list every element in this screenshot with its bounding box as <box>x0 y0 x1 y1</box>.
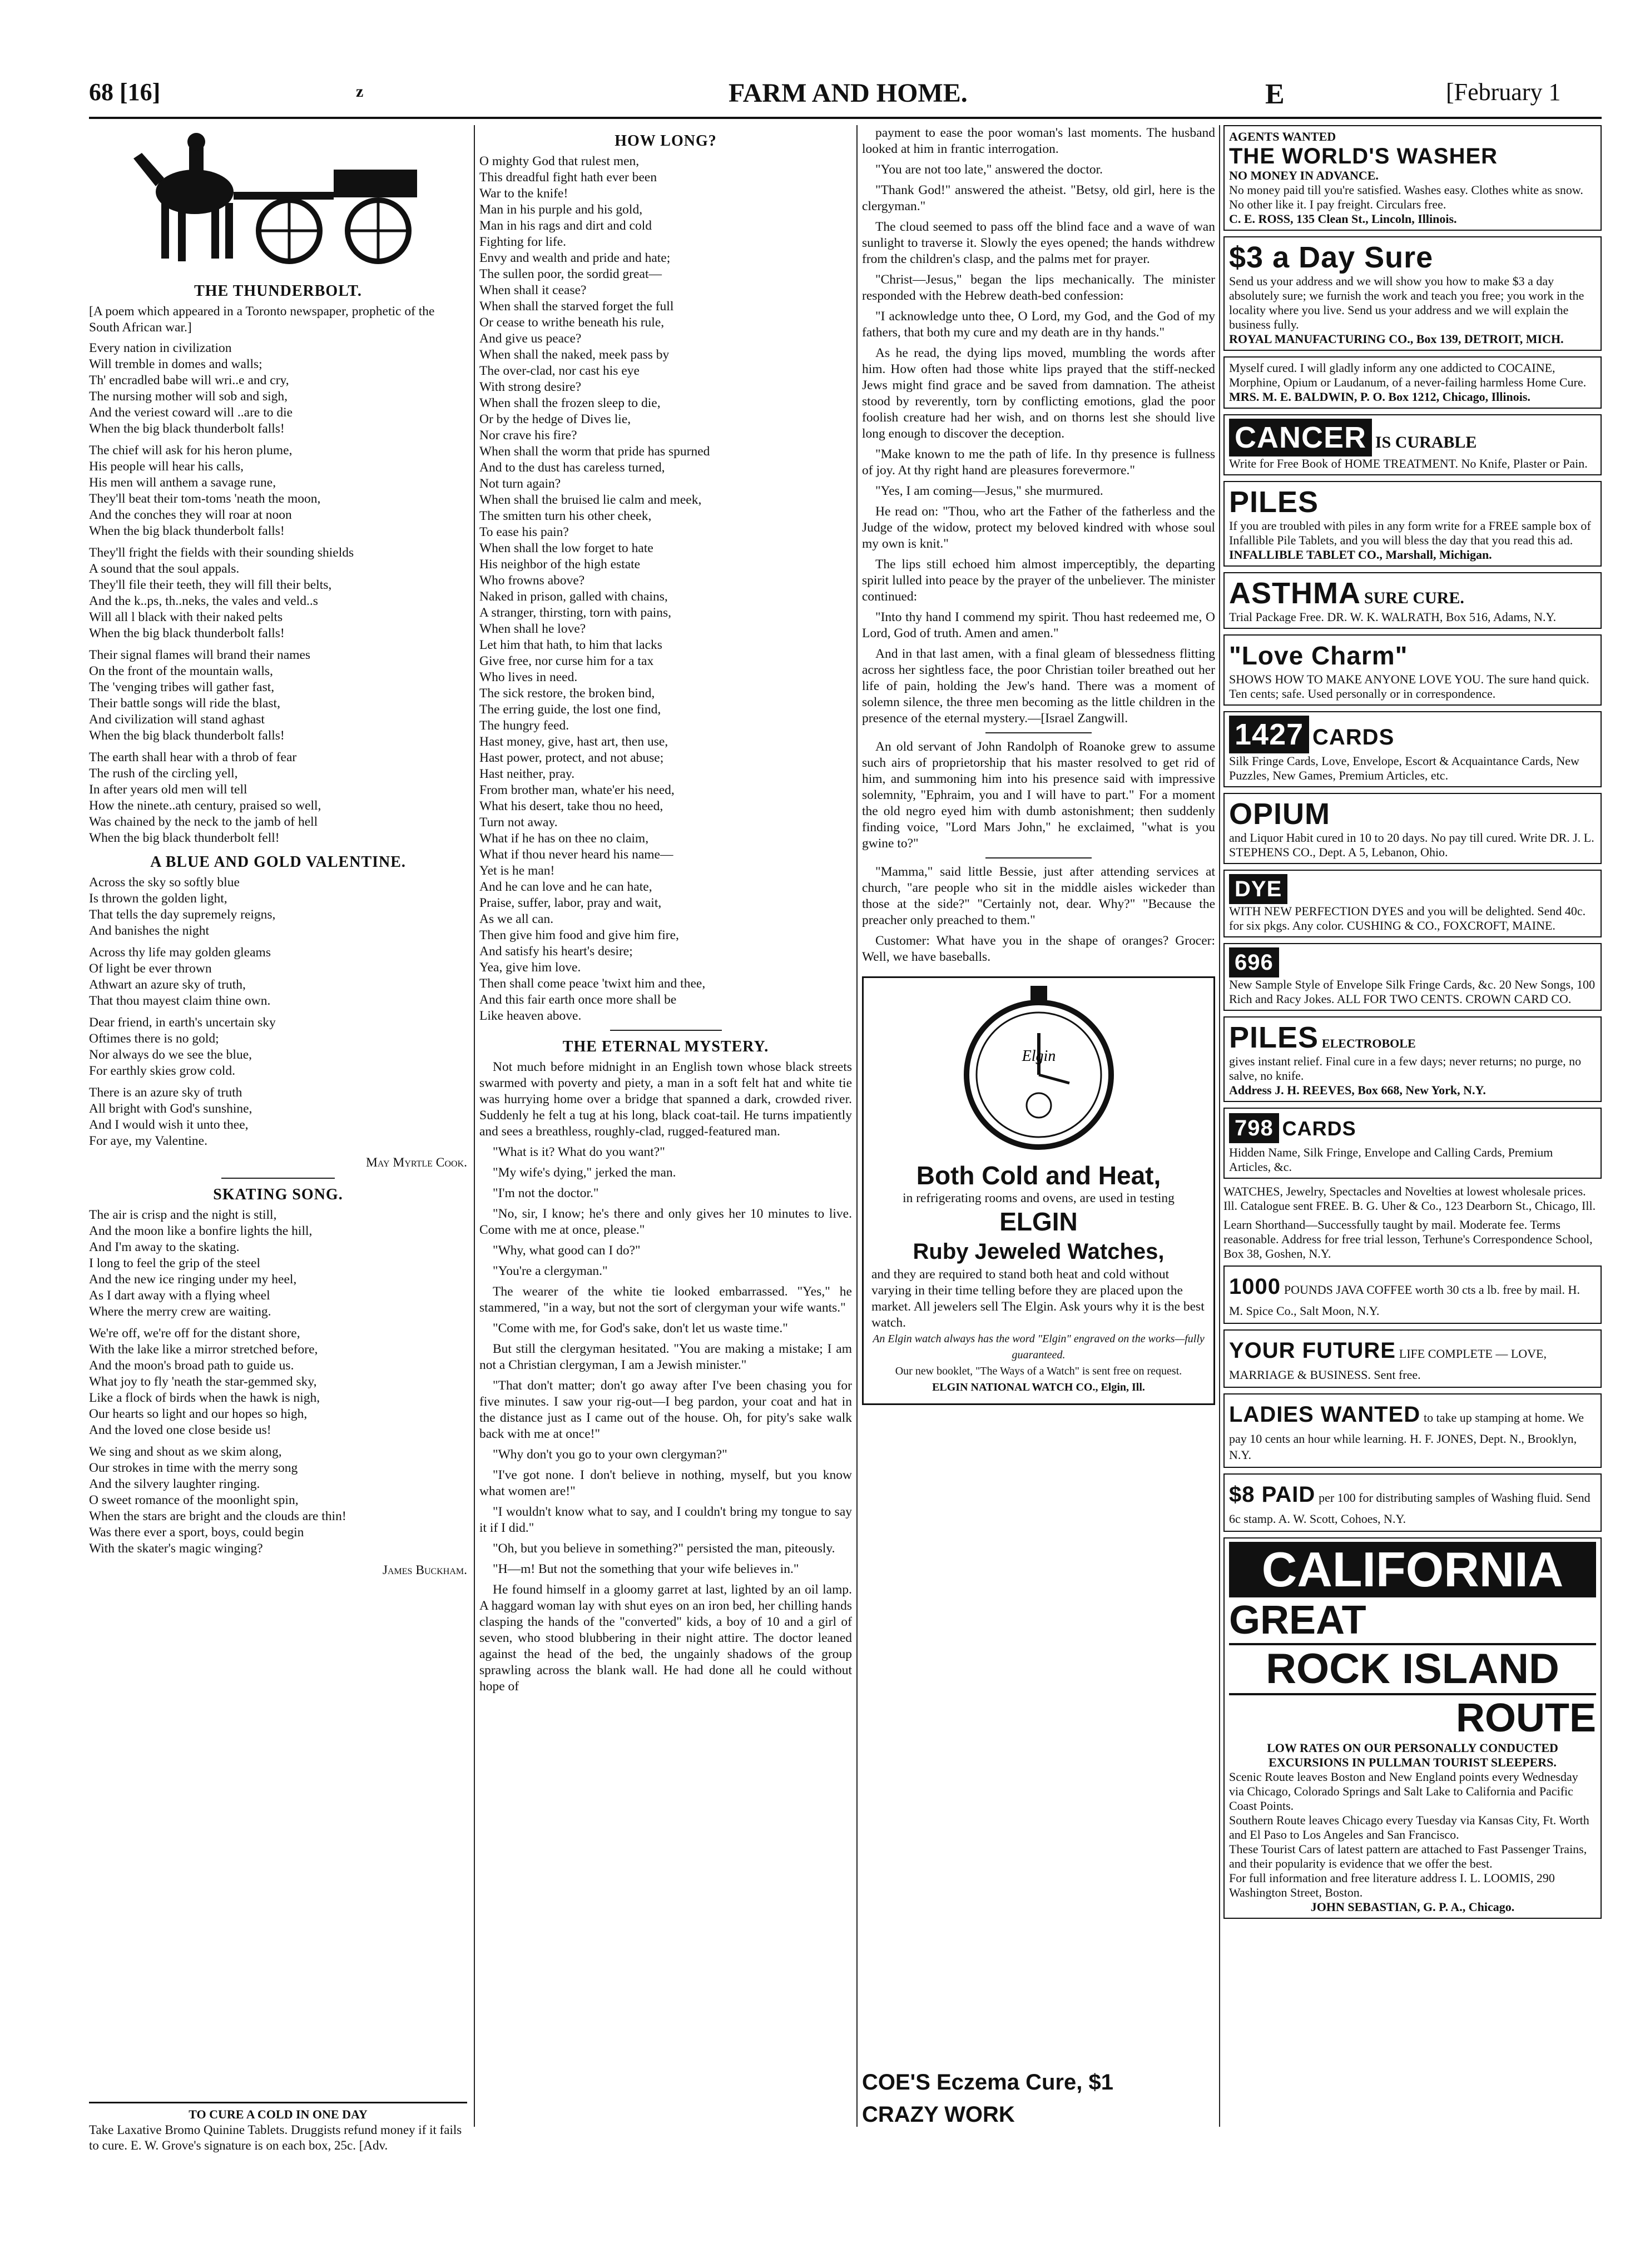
elgin-line: in refrigerating rooms and ovens, are used in testing <box>903 1191 1175 1205</box>
poem-line: The earth shall hear with a throb of fear <box>89 750 297 765</box>
poem-line: The sullen poor, the sordid great— <box>479 267 662 281</box>
rock-island-scenic: Scenic Route leaves Boston and New England points every Wednesday via Chicago, Colorado Springs and Salt Lake to California and Pacific Coast Points. <box>1229 1770 1578 1813</box>
rock-island-sub: LOW RATES ON OUR PERSONALLY CONDUCTED EXCURSIONS IN PULLMAN TOURIST SLEEPERS. <box>1267 1741 1558 1769</box>
opium-habit-ad <box>1223 793 1602 864</box>
piles-body: If you are troubled with piles in any form write for a FREE sample box of Infallible Pile Tablets, and you will bless the day that you read this ad. <box>1229 519 1591 547</box>
poem-line: On the front of the mountain walls, <box>89 664 273 678</box>
poem-line: The 'venging tribes will gather fast, <box>89 680 275 694</box>
electrobole-tag: ELECTROBOLE <box>1321 1036 1416 1050</box>
masthead <box>89 78 1602 117</box>
electrobole-signature: Address J. H. REEVES, Box 668, New York, N.Y. <box>1229 1083 1486 1097</box>
poem-line: Nor always do we see the blue, <box>89 1048 252 1062</box>
column-1 <box>89 125 467 2127</box>
masthead-mark-left: z <box>356 82 364 101</box>
poem-line: The air is crisp and the night is still, <box>89 1208 277 1222</box>
poem-line: Who frowns above? <box>479 573 585 588</box>
cold-cure-ad <box>89 2102 467 2153</box>
stanza <box>89 545 467 642</box>
coes-cure-ad: COE'S Eczema Cure, $1 <box>862 2070 1113 2095</box>
poem-line: All bright with God's sunshine, <box>89 1101 252 1116</box>
poem-line: And the loved one close beside us! <box>89 1423 271 1437</box>
column-divider <box>1219 125 1220 2127</box>
poem-line: O sweet romance of the moonlight spin, <box>89 1493 299 1507</box>
thunderbolt-poem <box>89 304 467 846</box>
poem-line: I long to feel the grip of the steel <box>89 1256 261 1271</box>
eight-paid-ad <box>1223 1473 1602 1532</box>
poem-line: We sing and shout as we skim along, <box>89 1445 282 1459</box>
how-long-title: HOW LONG? <box>615 132 717 150</box>
poem-line: Naked in prison, galled with chains, <box>479 589 668 604</box>
opium-habit-body: and Liquor Habit cured in 10 to 20 days. No pay till cured. Write DR. J. L. STEPHENS CO., Dept. A 5, Lebanon, Ohio. <box>1229 831 1594 859</box>
mamma-anecdote <box>862 864 1215 929</box>
poem-line: Athwart an azure sky of truth, <box>89 977 246 992</box>
cards-798-ad <box>1223 1108 1602 1179</box>
opium-cure-body: Myself cured. I will gladly inform any one addicted to COCAINE, Morphine, Opium or Laudanum, of a never-failing harmless Home Cure. <box>1229 361 1587 389</box>
stanza <box>89 945 467 1009</box>
poem-line: Yet is he man! <box>479 863 555 878</box>
rock-island-headline: ROCK ISLAND <box>1229 1643 1596 1695</box>
three-dollar-ad <box>1223 236 1602 351</box>
poem-line: Like a flock of birds when the hawk is nigh, <box>89 1391 320 1405</box>
stanza <box>89 875 467 939</box>
poem-line: And civilization will stand aghast <box>89 712 265 727</box>
cancer-ad <box>1223 414 1602 475</box>
story-paragraph: He found himself in a gloomy garret at last, lighted by an oil lamp. A haggard woman lay with shut eyes on an iron bed, her chilling hands clasping the hands of the "converted" kids, a boy of 10 and a girl of seven, who stood blubbering in their night attire. The doctor leaned against the head of the bed, the ungainly shadows of the group sprawling across the blank wall. He had done all he could without hope of <box>479 1582 852 1694</box>
poem-line: Across the sky so softly blue <box>89 875 240 890</box>
poem-line: We're off, we're off for the distant shore, <box>89 1326 300 1341</box>
love-charm-ad <box>1223 634 1602 706</box>
story-paragraph: Not much before midnight in an English town whose black streets swarmed with poverty and piety, a man in a soft felt hat and white tie was hurrying home over a bridge that spanned a dark, crowded river. Suddenly he felt a tug at his long, black coat-tail. He turns impatiently and sees a breathless, roughly-clad, rugged-featured man. <box>479 1060 852 1139</box>
poem-line: Man in his purple and his gold, <box>479 202 643 217</box>
horse-cannon-illustration <box>122 125 434 275</box>
poem-line: When shall the bruised lie calm and meek, <box>479 493 702 507</box>
poem-line: There is an azure sky of truth <box>89 1085 242 1100</box>
skating-title: SKATING SONG. <box>213 1186 343 1203</box>
poem-line: Or cease to writhe beneath his rule, <box>479 315 665 330</box>
washer-tag: AGENTS WANTED <box>1229 130 1336 143</box>
poem-line: To ease his pain? <box>479 525 569 539</box>
cold-cure-body: Take Laxative Bromo Quinine Tablets. Druggists refund money if it fails to cure. E. W. Grove's signature is on each box, 25c. [Adv. <box>89 2123 462 2152</box>
poem-line: And the new ice ringing under my heel, <box>89 1272 297 1287</box>
poem-line: Th' encradled babe will wri..e and cry, <box>89 373 289 388</box>
poem-line: Then shall come peace 'twixt him and thee, <box>479 976 706 991</box>
newspaper-title: FARM AND HOME. <box>729 78 968 108</box>
rock-island-southern: Southern Route leaves Chicago every Tuesday via Kansas City, Ft. Worth and El Paso to Los Angeles and San Francisco. <box>1229 1813 1589 1842</box>
valentine-poem <box>89 875 467 1171</box>
dye-ad <box>1223 870 1602 937</box>
opium-cure-signature: MRS. M. E. BALDWIN, P. O. Box 1212, Chicago, Illinois. <box>1229 390 1530 404</box>
bottom-ads <box>862 2068 1215 2133</box>
story-paragraph: "H—m! But not the something that your wife believes in." <box>493 1562 799 1576</box>
your-future-body: LIFE COMPLETE — LOVE, MARRIAGE & BUSINESS. Sent free. <box>1229 1347 1547 1382</box>
poem-line: Then give him food and give him fire, <box>479 928 679 942</box>
piles-headline: PILES <box>1229 485 1319 519</box>
cancer-body: Write for Free Book of HOME TREATMENT. No Knife, Plaster or Pain. <box>1229 456 1588 470</box>
story-paragraph: "You're a clergyman." <box>493 1264 608 1278</box>
poem-line: The sick restore, the broken bind, <box>479 686 655 701</box>
watch-brand-text: Elgin <box>1022 1048 1056 1065</box>
pocket-watch-illustration <box>955 986 1122 1153</box>
masthead-rule <box>89 117 1602 119</box>
poem-line: Hast neither, pray. <box>479 767 575 781</box>
rock-island-info: For full information and free literature address I. L. LOOMIS, 290 Washington Street, Boston. <box>1229 1871 1555 1899</box>
story-paragraph: "Oh, but you believe in something?" persisted the man, piteously. <box>493 1541 835 1556</box>
asthma-tag: SURE CURE. <box>1364 589 1464 607</box>
washer-headline: THE WORLD'S WASHER <box>1229 144 1498 168</box>
poem-line: Or by the hedge of Dives lie, <box>479 412 631 426</box>
section-divider <box>985 732 1092 733</box>
poem-line: With the lake like a mirror stretched before, <box>89 1342 318 1357</box>
story-paragraph: "My wife's dying," jerked the man. <box>493 1165 676 1180</box>
washer-signature: C. E. ROSS, 135 Clean St., Lincoln, Illinois. <box>1229 212 1457 226</box>
poem-line: When the big black thunderbolt fell! <box>89 831 280 845</box>
randolph-anecdote <box>862 739 1215 852</box>
elgin-brand: ELGIN <box>999 1207 1078 1236</box>
poem-line: When shall the frozen sleep to die, <box>479 396 661 410</box>
poem-line: And the veriest coward will ..are to die <box>89 405 293 420</box>
story-paragraph: "Thank God!" answered the atheist. "Betsy, old girl, here is the clergyman." <box>862 183 1215 214</box>
poem-line: Is thrown the golden light, <box>89 891 227 906</box>
poem-line: The nursing mother will sob and sigh, <box>89 389 288 404</box>
elgin-booklet: Our new booklet, "The Ways of a Watch" is sent free on request. <box>895 1365 1182 1377</box>
poem-line: A sound that the soul appals. <box>89 562 240 576</box>
elgin-company: ELGIN NATIONAL WATCH CO., Elgin, Ill. <box>932 1381 1145 1393</box>
poem-line: Nor crave his fire? <box>479 428 577 443</box>
valentine-author: May Myrtle Cook. <box>366 1155 467 1170</box>
poem-line: The over-clad, nor cast his eye <box>479 364 640 378</box>
poem-line: When the big black thunderbolt falls! <box>89 626 285 641</box>
elgin-watch-ad <box>862 976 1215 1405</box>
electrobole-ad <box>1223 1016 1602 1102</box>
poem-line: They'll beat their tom-toms 'neath the moon, <box>89 492 321 506</box>
poem-line: Give free, nor curse him for a tax <box>479 654 654 668</box>
poem-line: Hast power, protect, and not abuse; <box>479 751 664 765</box>
story-paragraph: The cloud seemed to pass off the blind face and a wave of wan sunlight to traverse it. Slowly the eyes opened; the hands withdrew from the children's clasp, and the palms met for prayer. <box>862 220 1215 266</box>
story-paragraph: "You are not too late," answered the doctor. <box>875 162 1103 177</box>
washer-ad <box>1223 125 1602 231</box>
poem-line: In after years old men will tell <box>89 782 247 797</box>
poem-line: The chief will ask for his heron plume, <box>89 443 293 458</box>
poem-line: What his desert, take thou no heed, <box>479 799 663 813</box>
story-paragraph: But still the clergyman hesitated. "You are making a mistake; I am not a Christian clergyman, I am a Jewish minister." <box>479 1342 852 1372</box>
poem-line: What if thou never heard his name— <box>479 847 673 862</box>
story-paragraph: "Yes, I am coming—Jesus," she murmured. <box>875 484 1103 498</box>
poem-line: And he can love and he can hate, <box>479 880 652 894</box>
eight-paid-body: per 100 for distributing samples of Washing fluid. Send 6c stamp. A. W. Scott, Cohoes, N.Y. <box>1229 1491 1591 1526</box>
poem-line: Hast money, give, hast art, then use, <box>479 735 668 749</box>
story-paragraph: "I acknowledge unto thee, O Lord, my God, and the God of my fathers, that both my cure and my death are in thy hands." <box>862 309 1215 340</box>
poem-line: Like heaven above. <box>479 1009 582 1023</box>
eight-paid-headline: $8 PAID <box>1229 1482 1316 1507</box>
three-dollar-signature: ROYAL MANUFACTURING CO., Box 139, DETROIT, MICH. <box>1229 332 1564 346</box>
poem-line: O mighty God that rulest men, <box>479 154 640 168</box>
love-charm-body: SHOWS HOW TO MAKE ANYONE LOVE YOU. The sure hand quick. Ten cents; safe. Used personally or in correspondence. <box>1229 672 1589 701</box>
poem-line: And the silvery laughter ringing. <box>89 1477 260 1491</box>
story-paragraph: "I wouldn't know what to say, and I couldn't bring my tongue to say it if I did." <box>479 1505 852 1535</box>
column-2 <box>479 125 852 2127</box>
story-paragraph: "Into thy hand I commend my spirit. Thou hast redeemed me, O Lord, God of truth. Amen and amen." <box>862 610 1215 641</box>
rock-island-signature: JOHN SEBASTIAN, G. P. A., Chicago. <box>1310 1900 1515 1914</box>
section-divider <box>985 857 1092 858</box>
stanza <box>89 750 467 846</box>
skating-author: James Buckham. <box>382 1563 467 1577</box>
poem-line: And this fair earth once more shall be <box>479 992 677 1007</box>
eternal-mystery-title: THE ETERNAL MYSTERY. <box>562 1038 769 1055</box>
story-paragraph: "I've got none. I don't believe in nothing, myself, but you know what women are!" <box>479 1468 852 1498</box>
poem-line: Fighting for life. <box>479 235 566 249</box>
stanza <box>89 1015 467 1079</box>
shorthand-ad: Learn Shorthand—Successfully taught by mail. Moderate fee. Terms reasonable. Address for free trial lesson, Terhune's Correspondence School, Box 38, Goshen, N.Y. <box>1223 1218 1593 1260</box>
route-headline: ROUTE <box>1456 1696 1596 1740</box>
poem-line: They'll file their teeth, they will fill their belts, <box>89 578 332 592</box>
poem-line: Will tremble in domes and walls; <box>89 357 262 371</box>
love-charm-headline: "Love Charm" <box>1229 641 1408 670</box>
rock-island-ad <box>1223 1537 1602 1919</box>
section-divider <box>610 1030 722 1031</box>
cards-798-tag: CARDS <box>1282 1117 1356 1140</box>
poem-line: And to the dust has careless turned, <box>479 460 665 475</box>
story-paragraph: "That don't matter; don't go away after I've been chasing you for five minutes. I saw your rig-out—I beg pardon, your coat and hat in the distance just as I came out of the house. Oh, for pity's sake walk back with me at once!" <box>479 1378 852 1441</box>
stanza <box>89 647 467 744</box>
poem-line: And banishes the night <box>89 924 210 938</box>
poem-line: Praise, suffer, labor, pray and wait, <box>479 896 662 910</box>
rock-island-cars: These Tourist Cars of latest pattern are attached to Fast Passenger Trains, and their popularity is evidence that we offer the best. <box>1229 1842 1587 1870</box>
poem-line: What joy to fly 'neath the star-gemmed sky, <box>89 1374 317 1389</box>
poem-line: With strong desire? <box>479 380 582 394</box>
poem-line: How the ninete..ath century, praised so well, <box>89 798 321 813</box>
stanza <box>89 1444 467 1557</box>
poem-line: That thou mayest claim thine own. <box>89 994 271 1008</box>
poem-line: That tells the day supremely reigns, <box>89 907 276 922</box>
poem-line: And give us peace? <box>479 331 582 346</box>
poem-line: When the big black thunderbolt falls! <box>89 421 285 436</box>
poem-line: Oftimes there is no gold; <box>89 1031 219 1046</box>
crazy-work-ad: CRAZY WORK <box>862 2102 1015 2127</box>
poem-line: When shall the worm that pride has spurned <box>479 444 710 459</box>
poem-line: And the conches they will roar at noon <box>89 508 292 522</box>
piles-ad <box>1223 481 1602 567</box>
cards-696-body: New Sample Style of Envelope Silk Fringe Cards, &c. 20 New Songs, 100 Rich and Racy Jokes. ALL FOR TWO CENTS. CROWN CARD CO. <box>1229 977 1596 1006</box>
section-divider <box>221 1178 335 1179</box>
stanza <box>89 340 467 437</box>
ladies-wanted-headline: LADIES WANTED <box>1229 1402 1421 1427</box>
story-paragraph: The lips still echoed him almost imperceptibly, the departing spirit lulled into peace by the prayer of the unbeliever. The minister continued: <box>862 557 1215 604</box>
story-paragraph: "What is it? What do you want?" <box>493 1145 665 1159</box>
section-divider <box>89 2102 467 2103</box>
anecdote-text: Customer: What have you in the shape of oranges? Grocer: Well, we have baseballs. <box>862 934 1215 964</box>
elgin-body: and they are required to stand both heat and cold without varying in their time telling before they are placed upon the market. All jewelers sell The Elgin. Ask yours why it is the best watch. <box>871 1267 1205 1330</box>
anecdote-text: "Mamma," said little Bessie, just after attending services at church, "are people who sit in the middle aisles wickeder than those at the side?" "Certainly not, dear. Why?" "Because the preacher only preached to them." <box>862 865 1215 927</box>
story-paragraph: "Christ—Jesus," began the lips mechanically. The minister responded with the Hebrew death-bed confession: <box>862 272 1215 303</box>
great-headline: GREAT <box>1229 1598 1366 1642</box>
column-3 <box>862 125 1215 2127</box>
story-paragraph: "Why, what good can I do?" <box>493 1243 641 1258</box>
cards-1427-ad <box>1223 711 1602 787</box>
poem-line: Turn not away. <box>479 815 558 830</box>
asthma-ad <box>1223 572 1602 629</box>
stanza <box>89 1085 467 1149</box>
column-divider <box>474 125 475 2127</box>
cancer-tag: IS CURABLE <box>1375 433 1477 451</box>
three-dollar-headline: $3 a Day Sure <box>1229 241 1434 274</box>
ladies-wanted-ad <box>1223 1393 1602 1468</box>
story-paragraph: "No, sir, I know; he's there and only gives her 10 minutes to live. Come with me at once, please." <box>479 1207 852 1237</box>
stanza <box>89 1207 467 1320</box>
eternal-mystery-story <box>479 1059 852 1695</box>
poem-line: Of light be ever thrown <box>89 961 212 976</box>
poem-line: Envy and wealth and pride and hate; <box>479 251 671 265</box>
skating-poem <box>89 1207 467 1579</box>
poem-line: And I'm away to the skating. <box>89 1240 240 1254</box>
poem-line: Our hearts so light and our hopes so high, <box>89 1407 308 1421</box>
story-paragraph: And in that last amen, with a final gleam of blessedness flitting across her sightless face, the poor Christian toiler breathed out her life of pain, holding the Jew's hand. There was a moment of solemn silence, the three men becoming as the little children in the presence of the eternal mystery.—[Israel Zangwill. <box>862 647 1215 726</box>
poem-line: Our strokes in time with the merry song <box>89 1461 298 1475</box>
electrobole-headline: PILES <box>1229 1021 1319 1054</box>
story-paragraph: As he read, the dying lips moved, mumbling the words after him. How often had those white lips prayed that the stiff-necked Jews might find grace and be saved from damnation. The atheist stood by reverently, torn by conflicting emotions, glad the poor foolish creature had her wish, and on thorns lest she should live long enough to discover the deception. <box>862 346 1215 441</box>
cold-cure-headline: TO CURE A COLD IN ONE DAY <box>189 2107 368 2121</box>
poem-line: When the big black thunderbolt falls! <box>89 524 285 538</box>
california-headline: CALIFORNIA <box>1229 1542 1596 1597</box>
thunderbolt-intro: [A poem which appeared in a Toronto newspaper, prophetic of the South African war.] <box>89 304 435 335</box>
dye-headline: DYE <box>1229 874 1287 904</box>
poem-line: Not turn again? <box>479 477 561 491</box>
elgin-note: An Elgin watch always has the word "Elgin" engraved on the works—fully guaranteed. <box>873 1333 1205 1361</box>
your-future-ad <box>1223 1329 1602 1388</box>
story-paragraph: The wearer of the white tie looked embarrassed. "Yes," he stammered, "in a way, but not the sort of clergyman your wife wants." <box>479 1284 852 1315</box>
poem-line: When shall it cease? <box>479 283 587 297</box>
poem-line: When shall the naked, meek pass by <box>479 348 670 362</box>
cards-1427-body: Silk Fringe Cards, Love, Envelope, Escort & Acquaintance Cards, New Puzzles, New Games, Premium Articles, etc. <box>1229 754 1579 782</box>
issue-date: [February 1 <box>1446 78 1561 106</box>
poem-line: What if he has on thee no claim, <box>479 831 649 846</box>
poem-line: The erring guide, the lost one find, <box>479 702 661 717</box>
story-paragraph: "Make known to me the path of life. In thy presence is fullness of joy. At thy right hand are pleasures forevermore." <box>862 447 1215 478</box>
washer-sub: NO MONEY IN ADVANCE. <box>1229 168 1379 182</box>
three-dollar-body: Send us your address and we will show you how to make $3 a day absolutely sure; we furnish the work and teach you free; you work in the locality where you live. Send us your address and we will explain the business fully. <box>1229 274 1584 331</box>
page-number: 68 [16] <box>89 78 161 106</box>
elgin-product: Ruby Jeweled Watches, <box>913 1239 1165 1264</box>
java-coffee-body: POUNDS JAVA COFFEE worth 30 cts a lb. free by mail. H. M. Spice Co., Salt Moon, N.Y. <box>1229 1283 1580 1318</box>
poem-line: His neighbor of the high estate <box>479 557 641 572</box>
cards-1427-headline: 1427 <box>1229 716 1309 753</box>
anecdote-text: An old servant of John Randolph of Roanoke grew to assume such airs of proprietorship that his master resolved to get rid of him, and summoning him into his presence said with impressive solemnity, "Ephraim, you and I will have to part." For a moment the old negro eyed him with dumb astonishment; then suddenly finding voice, "Lord Mars John," he exclaimed, "what is you gwine to?" <box>862 740 1215 851</box>
dye-body: WITH NEW PERFECTION DYES and you will be delighted. Send 40c. for six pkgs. Any color. CUSHING & CO., FOXCROFT, MAINE. <box>1229 904 1586 932</box>
opium-cure-ad <box>1223 356 1602 409</box>
column-divider <box>856 125 858 2127</box>
poem-line: This dreadful fight hath ever been <box>479 170 657 185</box>
cancer-headline: CANCER <box>1229 419 1372 456</box>
poem-line: Across thy life may golden gleams <box>89 945 271 960</box>
story-paragraph: He read on: "Thou, who art the Father of the fatherless and the Judge of the widow, protect my beloved kindred with whose soul my own is knit." <box>862 504 1215 551</box>
cards-1427-tag: CARDS <box>1312 725 1395 750</box>
poem-line: The smitten turn his other cheek, <box>479 509 652 523</box>
cards-696-headline: 696 <box>1229 947 1279 977</box>
stanza <box>89 1326 467 1438</box>
poem-line: Yea, give him love. <box>479 960 581 975</box>
poem-line: Where the merry crew are waiting. <box>89 1304 271 1319</box>
column-4-ads <box>1223 125 1602 2127</box>
piles-signature: INFALLIBLE TABLET CO., Marshall, Michigan. <box>1229 548 1492 562</box>
asthma-headline: ASTHMA <box>1229 577 1361 610</box>
cards-798-body: Hidden Name, Silk Fringe, Envelope and Calling Cards, Premium Articles, &c. <box>1229 1145 1553 1174</box>
poem-line: Let him that hath, to him that lacks <box>479 638 662 652</box>
ladies-wanted-body: to take up stamping at home. We pay 10 cents an hour while learning. H. F. JONES, Dept. N., Brooklyn, N.Y. <box>1229 1411 1584 1462</box>
poem-line: Every nation in civilization <box>89 341 232 355</box>
opium-habit-headline: OPIUM <box>1229 797 1331 831</box>
cards-696-ad <box>1223 943 1602 1011</box>
stanza <box>89 443 467 539</box>
how-long-poem <box>479 153 852 1024</box>
poem-line: Will all l black with their naked pelts <box>89 610 283 624</box>
poem-line: His people will hear his calls, <box>89 459 244 474</box>
poem-line: The rush of the circling yell, <box>89 766 238 781</box>
elgin-headline: Both Cold and Heat, <box>916 1161 1161 1190</box>
electrobole-body: gives instant relief. Final cure in a few days; never returns; no purge, no salve, no knife. <box>1229 1054 1582 1083</box>
cards-798-headline: 798 <box>1229 1113 1279 1143</box>
poem-line: When the big black thunderbolt falls! <box>89 728 285 743</box>
thunderbolt-title: THE THUNDERBOLT. <box>194 282 362 300</box>
poem-line: Their signal flames will brand their names <box>89 648 311 662</box>
poem-line: Who lives in need. <box>479 670 578 684</box>
grocer-anecdote <box>862 933 1215 965</box>
poem-line: As we all can. <box>479 912 554 926</box>
poem-line: From brother man, whate'er his need, <box>479 783 675 797</box>
eternal-mystery-continued <box>862 125 1215 727</box>
poem-line: They'll fright the fields with their sounding shields <box>89 545 354 560</box>
poem-line: His men will anthem a savage rune, <box>89 475 276 490</box>
java-coffee-ad <box>1223 1265 1602 1324</box>
valentine-title: A BLUE AND GOLD VALENTINE. <box>150 853 406 871</box>
poem-line: When the stars are bright and the clouds are thin! <box>89 1509 346 1523</box>
poem-line: Man in his rags and dirt and cold <box>479 219 652 233</box>
poem-line: For earthly skies grow cold. <box>89 1064 236 1078</box>
poem-line: When shall he love? <box>479 622 586 636</box>
poem-line: When shall the low forget to hate <box>479 541 653 555</box>
washer-body: No money paid till you're satisfied. Washes easy. Clothes white as snow. No other like it. I pay freight. Circulars free. <box>1229 183 1583 211</box>
poem-line: And the moon's broad path to guide us. <box>89 1358 294 1373</box>
poem-line: The hungry feed. <box>479 718 569 733</box>
poem-line: With the skater's magic winging? <box>89 1541 263 1556</box>
story-paragraph: "Come with me, for God's sake, don't let us waste time." <box>493 1321 788 1336</box>
watches-ad: WATCHES, Jewelry, Spectacles and Novelties at lowest wholesale prices. Ill. Catalogue sent FREE. B. G. Uher & Co., 123 Dearborn St., Chicago, Ill. <box>1223 1184 1596 1213</box>
story-paragraph: "Why don't you go to your own clergyman?" <box>493 1447 727 1462</box>
poem-line: As I dart away with a flying wheel <box>89 1288 270 1303</box>
poem-line: For aye, my Valentine. <box>89 1134 207 1148</box>
poem-line: A stranger, thirsting, torn with pains, <box>479 606 671 620</box>
story-paragraph: payment to ease the poor woman's last moments. The husband looked at him in frantic interrogation. <box>862 126 1215 156</box>
poem-line: And the k..ps, th..neks, the vales and veld..s <box>89 594 318 608</box>
poem-line: Their battle songs will ride the blast, <box>89 696 280 711</box>
asthma-body: Trial Package Free. DR. W. K. WALRATH, Box 516, Adams, N.Y. <box>1229 610 1557 624</box>
poem-line: And satisfy his heart's desire; <box>479 944 633 959</box>
story-paragraph: "I'm not the doctor." <box>493 1186 599 1200</box>
poem-line: War to the knife! <box>479 186 568 201</box>
poem-line: And the moon like a bonfire lights the hill, <box>89 1224 313 1238</box>
poem-line: Was chained by the neck to the jamb of hell <box>89 815 318 829</box>
your-future-headline: YOUR FUTURE <box>1229 1338 1396 1363</box>
poem-line: When shall the starved forget the full <box>479 299 674 314</box>
poem-line: And I would wish it unto thee, <box>89 1118 249 1132</box>
masthead-mark-right: E <box>1265 78 1285 110</box>
poem-line: Dear friend, in earth's uncertain sky <box>89 1015 276 1030</box>
java-coffee-headline: 1000 <box>1229 1274 1281 1299</box>
poem-line: Was there ever a sport, boys, could begin <box>89 1525 304 1540</box>
